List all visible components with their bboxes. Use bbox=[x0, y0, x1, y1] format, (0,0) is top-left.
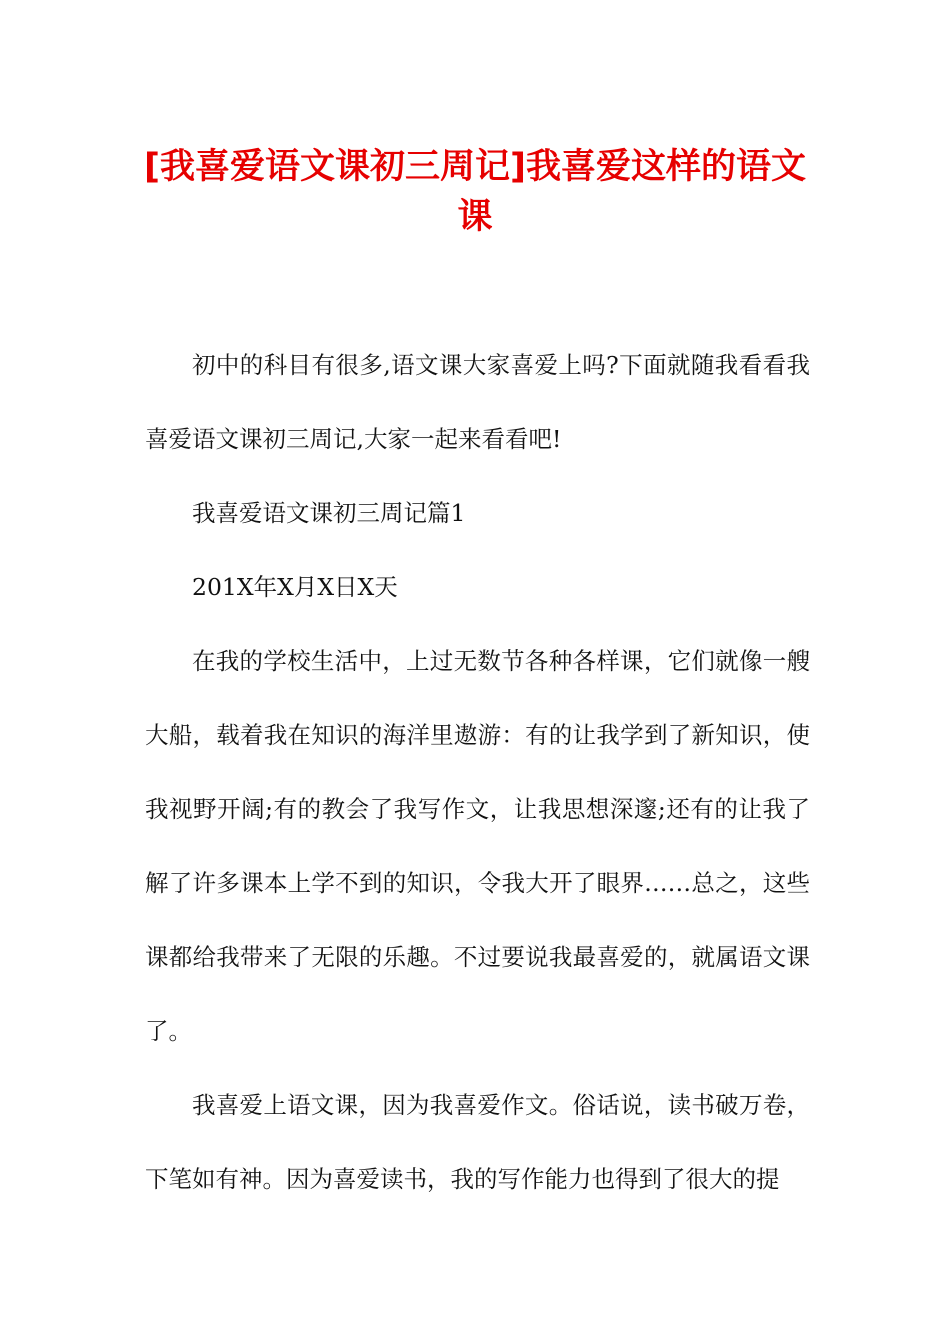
document-body bbox=[145, 328, 810, 1216]
paragraph-date: 201X年X月X日X天 bbox=[192, 573, 398, 601]
document-title: [我喜爱语文课初三周记]我喜爱这样的语文课 bbox=[144, 147, 806, 237]
paragraph-intro: 初中的科目有很多,语文课大家喜爱上吗?下面就随我看看我喜爱语文课初三周记,大家一起来看看吧! bbox=[145, 351, 810, 453]
paragraph-school-life: 在我的学校生活中，上过无数节各种各样课，它们就像一艘大船，载着我在知识的海洋里遨游：有的让我学到了新知识，使我视野开阔;有的教会了我写作文，让我思想深邃;还有的让我了解了许多课本上学不到的知识，令我大开了眼界……总之，这些课都给我带来了无限的乐趣。不过要说我最喜爱的，就属语文课了。 bbox=[145, 647, 810, 1045]
paragraph-heading: 我喜爱语文课初三周记篇1 bbox=[192, 499, 466, 527]
paragraph-writing: 我喜爱上语文课，因为我喜爱作文。俗话说，读书破万卷，下笔如有神。因为喜爱读书，我的写作能力也得到了很大的提 bbox=[145, 1091, 810, 1193]
